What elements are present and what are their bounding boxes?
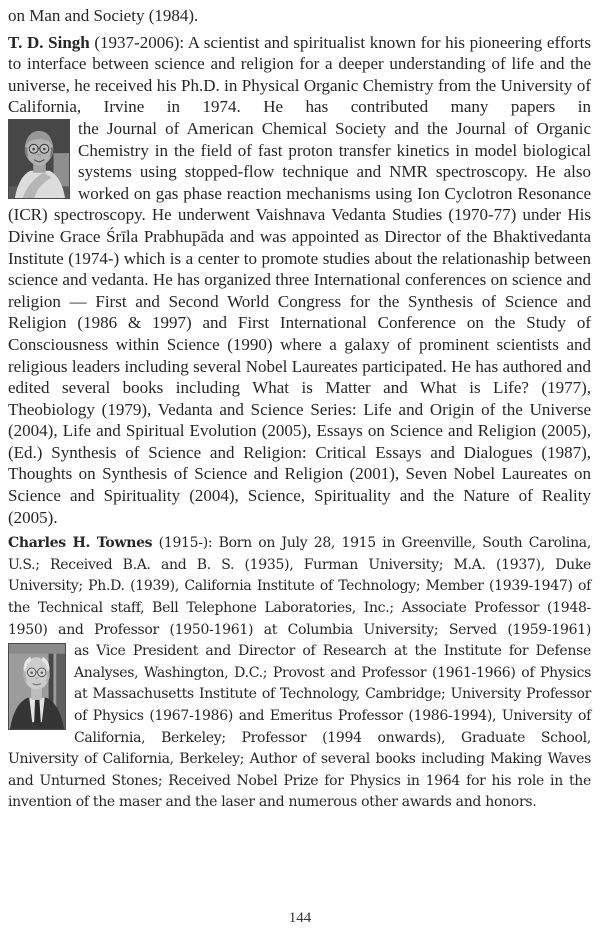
entry-head [8,533,591,641]
page-number: 144 [288,910,312,926]
charles-townes-portrait-photo [8,643,66,730]
continuation-paragraph: on Man and Society (1984). [8,6,199,25]
entry-body-text: as Vice President and Director of Research at the Institute for Defense Analyses, Washington, D.C.; Provost and Professor (1961-1966) of Physics at Massachusetts Institute of Technology, Cambridge; University Professor of Physics (1967-1986) and Emeritus Professor (1986-1994), University of California, Berkeley; Professor (1994 onwards), Graduate School, University of California, Berkeley; Author of several books including Making Waves and Unturned Stones; Received Nobel Prize for Physics in 1964 for his role in the invention of the maser and the laser and numerous other awards and honors. [8,643,591,811]
entry-years: (1937-2006): [94,32,185,52]
entry-charles-townes [8,533,591,814]
entry-body-paragraph [8,118,591,528]
td-singh-portrait-photo [8,119,70,199]
entry-name: T. D. Singh [8,32,90,52]
entry-intro-text: Born on July 28, 1915 in Greenville, South Carolina, U.S.; Received B.A. and B. S. (1935), Furman University; M.A. (1937), Duke University; Ph.D. (1939), California Institute of Technology; Member (1939-1947) of the Technical staff, Bell Telephone Laboratories, Inc.; Associate Professor (1948-1950) and Professor (1950-1961) at Columbia University; Served (1959-1961) [8,535,592,638]
entry-intro-text: A scientist and spiritualist known for his pioneering efforts to interface between science and religion for a deeper understanding of life and the universe, he received his Ph.D. in Physical Organic Chemistry from the University of California, Irvine in 1974. He has contributed many papers in [8,32,591,117]
entry-name: Charles H. Townes [8,535,153,552]
entry-body-paragraph [8,641,591,814]
entry-td-singh [8,32,591,529]
entry-body-text: the Journal of American Chemical Society and the Journal of Organic Chemistry in the field of fast proton transfer kinetics in model biological systems using stopped-flow technique and NMR spectroscopy. He also worked on gas phase reaction mechanisms using Ion Cyclotron Resonance (ICR) spectroscopy. He underwent Vaishnava Vedanta Studies (1970-77) under His Divine Grace Śrīla Prabhupāda and was appointed as Director of the Bhaktivedanta Institute (1974-) which is a center to promote studies about the relationaship between science and vedanta. He has organized three International conferences on science and religion — First and Second World Congress for the Synthesis of Science and Religion (1986 & 1997) and First International Conference on the Study of Consciousness within Science (1990) where a galaxy of prominent scientists and religious leaders including several Nobel Laureates participated. He has authored and edited several books including What is Matter and What is Life? (1977), Theobiology (1979), Vedanta and Science Series: Life and Origin of the Universe (2004), Life and Spiritual Evolution (2005), Essays on Science and Religion (2005), (Ed.) Synthesis of Science and Religion: Critical Essays and Dialogues (1987), Thoughts on Synthesis of Science and Religion (2001), Seven Nobel Laureates on Science and Spirituality (2004), Science, Spirituality and the Nature of Reality (2005). [8,118,591,527]
entry-years: (1915-): [158,535,213,552]
entry-head [8,32,591,118]
